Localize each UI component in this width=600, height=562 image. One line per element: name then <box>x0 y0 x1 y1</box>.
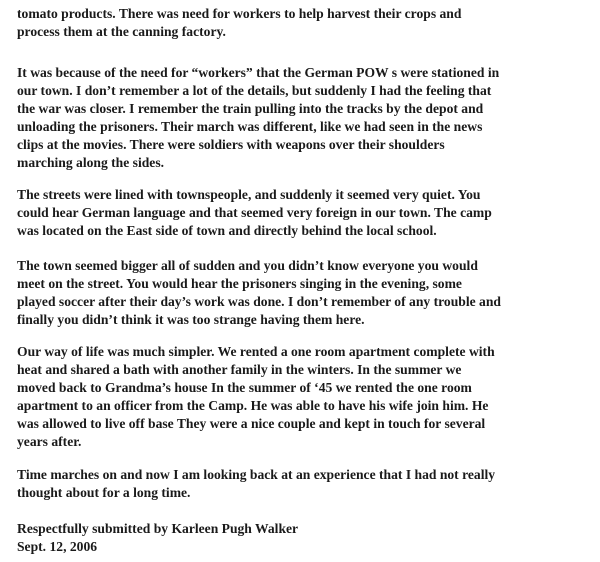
text-line: process them at the canning factory. <box>17 24 226 39</box>
paragraph-canning-factory <box>17 5 597 41</box>
text-line: the war was closer. I remember the train pulling into the tracks by the depot and <box>17 101 484 116</box>
signature-block <box>17 520 597 556</box>
paragraph-way-of-life <box>17 343 597 451</box>
signature-date: Sept. 12, 2006 <box>17 539 98 554</box>
text-line: tomato products. There was need for workers to help harvest their crops and <box>17 6 462 21</box>
text-line: was allowed to live off base They were a nice couple and kept in touch for several <box>17 416 486 431</box>
paragraph-town-bigger <box>17 257 597 329</box>
text-line: Time marches on and now I am looking back at an experience that I had not really <box>17 467 496 482</box>
text-line: played soccer after their day’s work was done. I don’t remember of any trouble and <box>17 294 501 309</box>
signature-line: Respectfully submitted by Karleen Pugh Walker <box>17 521 299 536</box>
text-line: The streets were lined with townspeople, and suddenly it seemed very quiet. You <box>17 187 481 202</box>
text-line: was located on the East side of town and directly behind the local school. <box>17 223 437 238</box>
text-line: Our way of life was much simpler. We rented a one room apartment complete with <box>17 344 495 359</box>
text-line: marching along the sides. <box>17 155 165 170</box>
text-line: unloading the prisoners. Their march was different, like we had seen in the news <box>17 119 483 134</box>
paragraph-pow-arrival <box>17 64 597 172</box>
text-line: The town seemed bigger all of sudden and you didn’t know everyone you would <box>17 258 478 273</box>
text-line: finally you didn’t think it was too strange having them here. <box>17 312 365 327</box>
text-line: heat and shared a bath with another family in the winters. In the summer we <box>17 362 462 377</box>
text-line: clips at the movies. There were soldiers with weapons over their shoulders <box>17 137 445 152</box>
paragraph-streets <box>17 186 597 240</box>
text-line: thought about for a long time. <box>17 485 191 500</box>
text-line: moved back to Grandma’s house In the summer of ‘45 we rented the one room <box>17 380 472 395</box>
text-line: apartment to an officer from the Camp. He was able to have his wife join him. He <box>17 398 489 413</box>
text-line: our town. I don’t remember a lot of the details, but suddenly I had the feeling that <box>17 83 492 98</box>
text-line: It was because of the need for “workers” that the German POW s were stationed in <box>17 65 500 80</box>
text-line: could hear German language and that seemed very foreign in our town. The camp <box>17 205 492 220</box>
text-line: meet on the street. You would hear the prisoners singing in the evening, some <box>17 276 462 291</box>
text-line: years after. <box>17 434 82 449</box>
paragraph-time-marches <box>17 466 597 502</box>
